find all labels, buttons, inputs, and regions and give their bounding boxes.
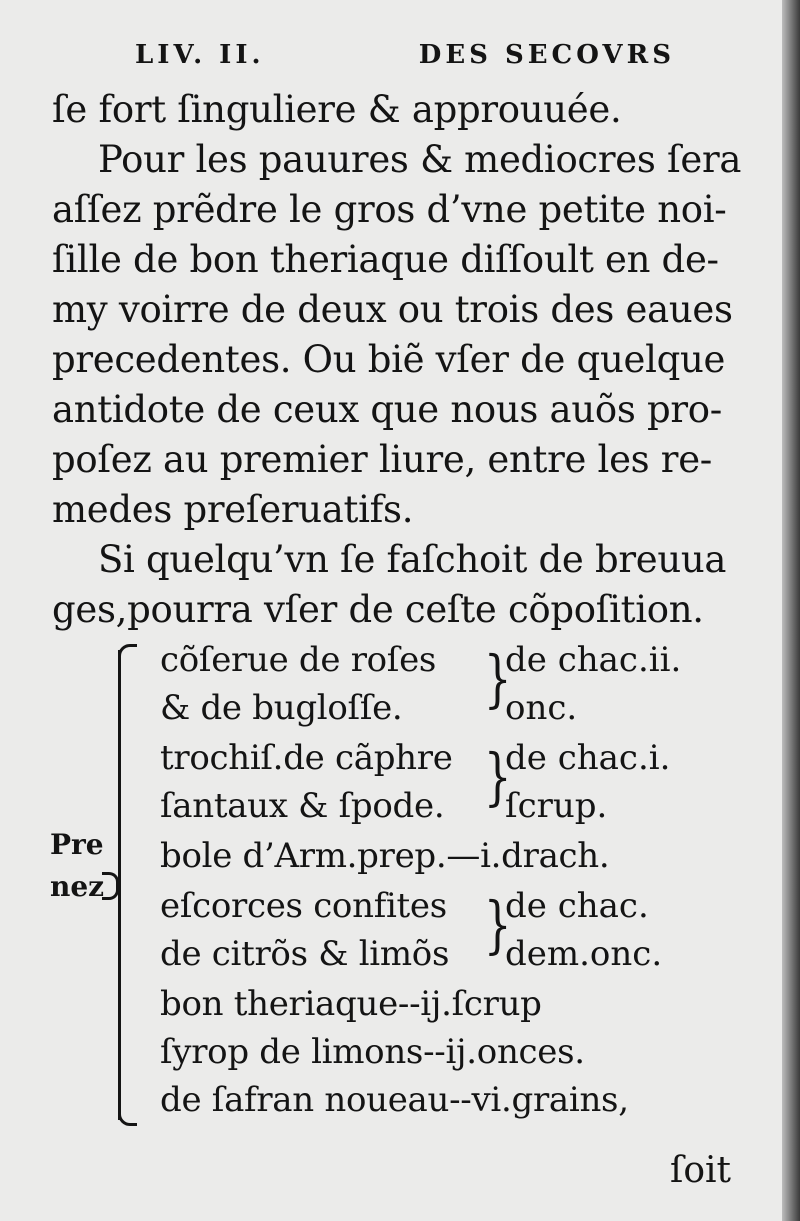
recipe-label: Pre: [50, 828, 104, 861]
quantity: de chac.ii.: [505, 640, 682, 680]
text-line: medes preſeruatifs.: [52, 488, 414, 531]
recipe-item: bole d’Arm.prep.—i.drach.: [160, 836, 610, 876]
quantity: de chac.i.: [505, 738, 671, 778]
quantity: onc.: [505, 688, 578, 728]
recipe-item: eſcorces confites: [160, 886, 447, 926]
recipe-item: cõſerue de roſes: [160, 640, 437, 680]
small-brace: }: [483, 642, 512, 715]
small-brace: }: [483, 888, 512, 961]
recipe-item: de citrõs & limõs: [160, 934, 450, 974]
recipe-brace: [118, 650, 139, 1120]
text-line: precedentes. Ou biẽ vſer de quelque: [52, 338, 726, 381]
recipe-item: ſyrop de limons--ij.onces.: [160, 1032, 585, 1072]
text-line: Pour les pauures & mediocres ſera: [98, 138, 742, 181]
text-line: my voirre de deux ou trois des eaues: [52, 288, 733, 331]
text-line: ſe fort ſinguliere & approuuée.: [52, 88, 622, 131]
text-line: ges,pourra vſer de ceſte cõpoſition.: [52, 588, 704, 631]
recipe-item: & de bugloſſe.: [160, 688, 403, 728]
recipe-item: de ſafran noueau--vi.grains,: [160, 1080, 629, 1120]
recipe-item: bon theriaque--ij.ſcrup: [160, 984, 542, 1024]
text-line: antidote de ceux que nous auõs pro-: [52, 388, 722, 431]
text-line: ſille de bon theriaque diſſoult en de-: [52, 238, 719, 281]
text-line: Si quelqu’vn ſe faſchoit de breuua: [98, 538, 727, 581]
small-brace: }: [483, 740, 512, 813]
page-edge: [782, 0, 800, 1221]
quantity: de chac.: [505, 886, 649, 926]
recipe-item: trochiſ.de cãphre: [160, 738, 453, 778]
text-line: poſez au premier liure, entre les re-: [52, 438, 712, 481]
book-number: LIV. II.: [135, 40, 265, 70]
recipe-item: ſantaux & ſpode.: [160, 786, 445, 826]
recipe-label: nez: [50, 870, 105, 903]
quantity: ſcrup.: [505, 786, 608, 826]
recipe-brace-tip: [102, 872, 119, 900]
text-line: aſſez prẽdre le gros d’vne petite noi-: [52, 188, 727, 231]
header-title: DES SECOVRS: [418, 40, 675, 70]
catchword: ſoit: [670, 1150, 731, 1191]
quantity: dem.onc.: [505, 934, 663, 974]
running-header: [135, 40, 675, 70]
